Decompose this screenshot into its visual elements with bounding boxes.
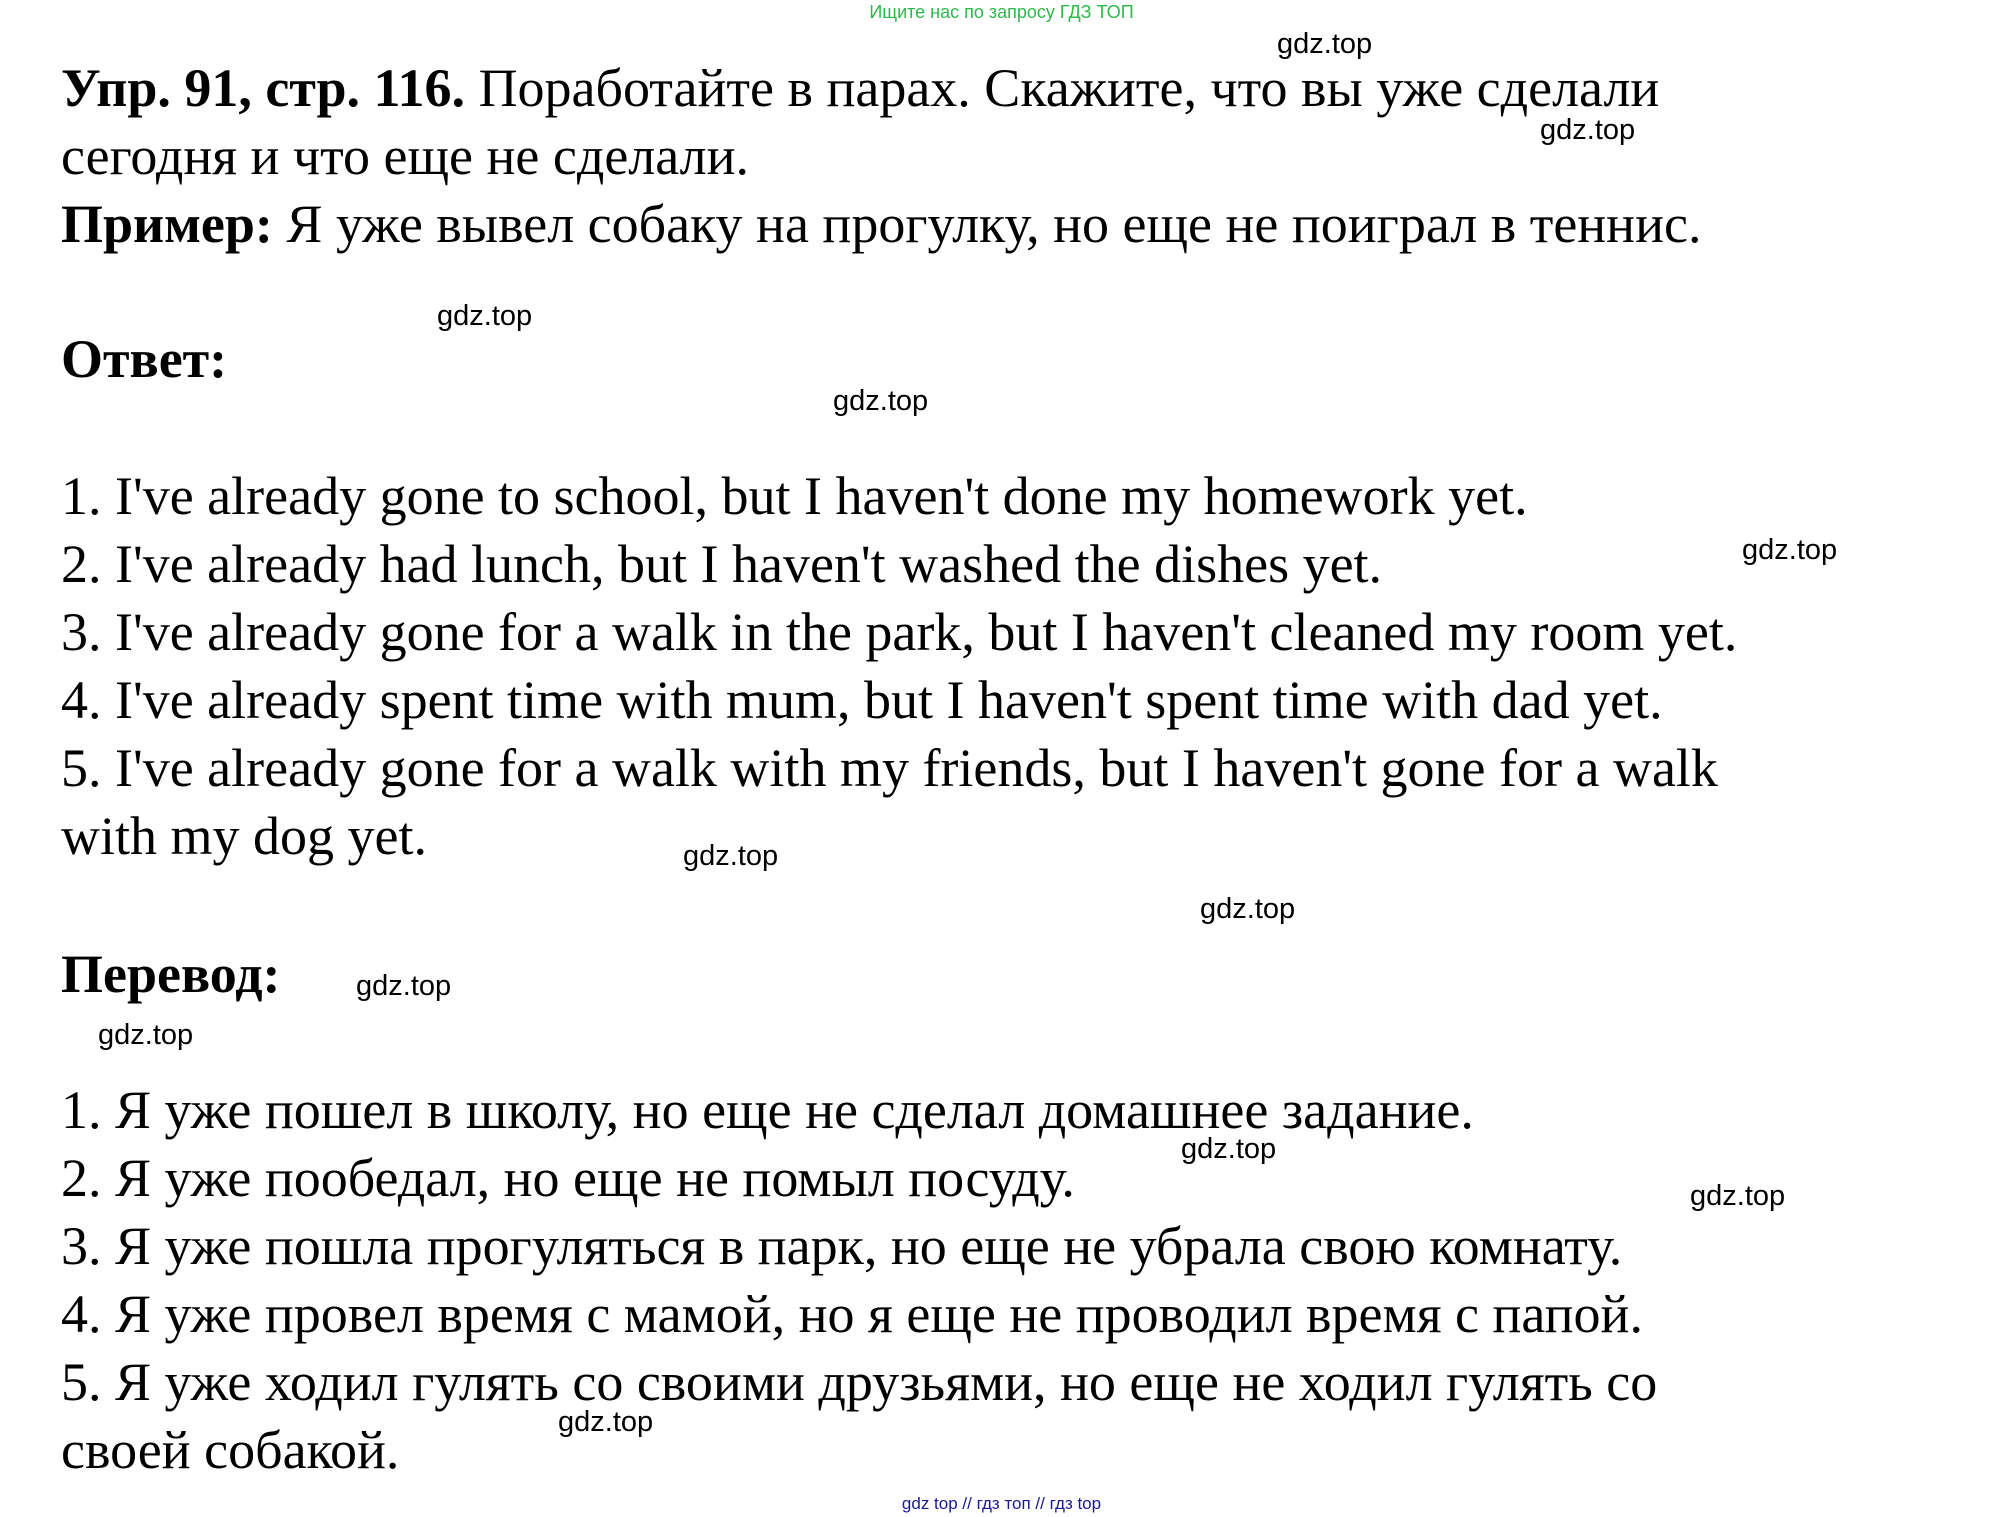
watermark: gdz.top <box>437 300 533 332</box>
watermark: gdz.top <box>558 1406 654 1438</box>
watermark: gdz.top <box>683 840 779 872</box>
translation-heading: Перевод: <box>61 944 281 1004</box>
task-line-2: сегодня и что еще не сделали. <box>61 126 750 186</box>
example-label: Пример: <box>61 194 273 254</box>
answer-line-3: 3. I've already gone for a walk in the park, but I haven't cleaned my room yet. <box>61 602 1738 662</box>
translation-line-3: 3. Я уже пошла прогуляться в парк, но еще не убрала свою комнату. <box>61 1216 1623 1276</box>
task-line-1 <box>61 56 1659 120</box>
watermark: gdz.top <box>1540 114 1636 146</box>
top-banner: Ищите нас по запросу ГДЗ ТОП <box>869 2 1134 22</box>
answer-line-2: 2. I've already had lunch, but I haven't washed the dishes yet. <box>61 534 1383 594</box>
translation-line-2: 2. Я уже пообедал, но еще не помыл посуду. <box>61 1148 1075 1208</box>
watermark: gdz.top <box>1690 1180 1786 1212</box>
translation-line-6: своей собакой. <box>61 1420 400 1480</box>
answer-line-5: 5. I've already gone for a walk with my friends, but I haven't gone for a walk <box>61 738 1718 798</box>
translation-line-4: 4. Я уже провел время с мамой, но я еще не проводил время с папой. <box>61 1284 1643 1344</box>
watermark: gdz.top <box>1200 893 1296 925</box>
watermark: gdz.top <box>1277 28 1373 60</box>
watermark: gdz.top <box>98 1019 194 1051</box>
translation-line-1: 1. Я уже пошел в школу, но еще не сделал домашнее задание. <box>61 1080 1474 1140</box>
task-text-1: Поработайте в парах. Скажите, что вы уже сделали <box>465 58 1660 118</box>
example-line <box>61 192 1701 256</box>
watermark: gdz.top <box>356 970 452 1002</box>
answer-line-4: 4. I've already spent time with mum, but I haven't spent time with dad yet. <box>61 670 1663 730</box>
translation-line-5: 5. Я уже ходил гулять со своими друзьями, но еще не ходил гулять со <box>61 1352 1658 1412</box>
answer-line-6: with my dog yet. <box>61 806 427 866</box>
bottom-banner: gdz top // гдз топ // гдз top <box>901 1494 1102 1513</box>
answer-line-1: 1. I've already gone to school, but I haven't done my homework yet. <box>61 466 1528 526</box>
task-label: Упр. 91, стр. 116. <box>61 58 466 118</box>
example-text: Я уже вывел собаку на прогулку, но еще не поиграл в теннис. <box>272 194 1702 254</box>
watermark: gdz.top <box>1181 1133 1277 1165</box>
watermark: gdz.top <box>1742 534 1838 566</box>
answer-heading: Ответ: <box>61 329 228 389</box>
watermark: gdz.top <box>833 385 929 417</box>
